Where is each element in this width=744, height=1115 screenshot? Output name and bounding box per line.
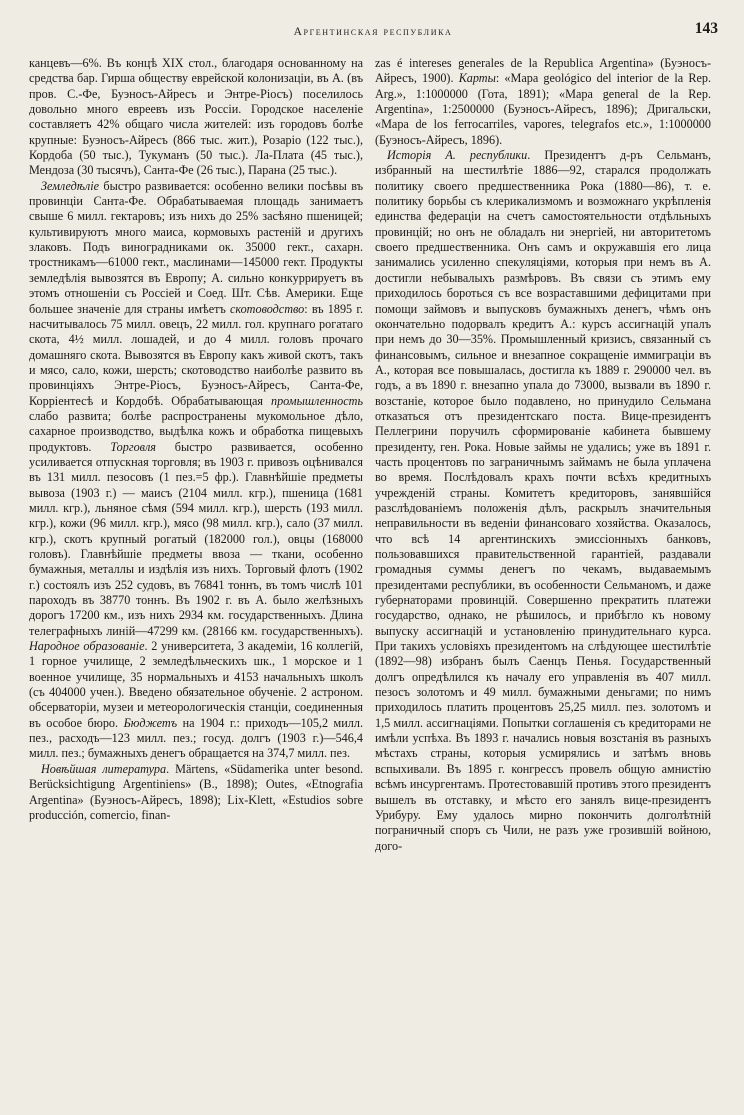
- trade-text: быстро развивается, особенно усиливается отпускная торговля; въ 1903 г. привозъ оцѣнивался въ 131 милл. пезосовъ (1 пез.=5 фр.). Главнѣйшіе предметы вывоза (1903 г.) — маисъ (2104 милл. кгр.), пшеница (1681 милл. кгр.), льняное сѣмя (594 милл. кгр.), шерсть (193 милл. кгр.), кожи (96 милл. кгр.), мясо (98 милл. кгр.), сало (37 милл. кгр.), скотъ крупный рогатый (182000 гол.), овцы (168000 головъ). Главнѣйшіе предметы ввоза — ткани, особенно бумажныя, металлы и издѣлія изъ нихъ. Торговый флотъ (1902 г.) состоялъ изъ 252 судовъ, въ 76841 тоннъ, въ томъ числѣ 101 пароходъ въ 38770 тоннъ. Въ 1902 г. въ А. было желѣзныхъ дорогъ 17200 км., изъ нихъ 2934 км. государственныхъ. Длина телеграфныхъ линій—47299 км. (28166 км. государственныхъ).: [29, 439, 363, 638]
- literature-text: . Märtens, «Südamerika unter besond. Berücksichtigung Argentiniens» (B., 1898); Outes, «Etnografia Argentina» (Буэносъ-Айресъ, 1898); Lix-Klett, «Estudios sobre producción, comercio, finan-: [29, 761, 364, 822]
- agriculture-heading: Земледѣліе: [41, 178, 100, 193]
- cattle-text: : въ 1895 г. насчитывалось 75 милл. овецъ, 22 милл. гол. крупнаго рогатаго скота, 4½ милл. лошадей, и до 4 милл. головъ прочаго домашняго скота. Вывозятся въ Европу какъ живой скотъ, такъ и мясо, сало, кожи, шерсть; скотоводство наиболѣе развито въ провинціяхъ Энтре-Ріосъ, Буэносъ-Айресъ, Санта-Фе, Корріентесѣ и Кордобѣ. Обрабатывающая: [29, 301, 363, 408]
- education-heading: Народное образованіе: [29, 639, 145, 654]
- maps-text: : «Mapa geológico del interior de la Rep. Arg.», 1:1000000 (Гота, 1891); «Mapa general de la Rep. Argentina», 1:2500000 (Буэносъ-Айресъ, 1896); Дригальски, «Mapa de los ferrocarriles, vapores, telegrafos etc.», 1:1000000 (Буэносъ-Айресъ, 1896).: [375, 71, 711, 147]
- history-text: . Президентъ д-ръ Сельманъ, избранный на шестилѣтіе 1886—92, старался продолжать политику своего предшественника Рока (1880—86), т. е. политику борьбы съ клерикализмомъ и возможнаго укрѣпленія единства федераціи на счетъ самостоятельности отдѣльныхъ провинцій; но онъ не обладалъ ни энергіей, ни авторитетомъ своего предшественника. Онъ самъ и окружавшія его лица занимались усиленно спекуляціями, которыя при немъ въ А. достигли небывалыхъ размѣровъ. Въ связи съ этимъ ему приходилось бороться съ все возраставшими дефицитами при помощи займовъ и выпусковъ бумажныхъ денегъ, чѣмъ онъ окончательно подорвалъ кредитъ А.: курсъ ассигнацій упалъ при немъ до 30—35%. Промышленный кризисъ, связанный съ финансовымъ, сильное и внезапное сокращеніе иммиграціи въ А., которая все повышалась, достигла къ 1889 г. 290000 чел. въ годъ, а въ 1890 г. внезапно упала до 73000, вызвали въ 1890 г. возстаніе, которое было подавлено, но принудило Сельмана отказаться отъ президентскаго поста. Вице-президентъ Пеллегрини поручилъ сформированіе кабинета бывшему президенту, ген. Рока. Новые займы не удались; уже въ 1891 г. часть процентовъ по заграничнымъ займамъ не была уплачена во время. Послѣдовалъ крахъ почти всѣхъ кредитныхъ учрежденій страны. Комитетъ кредиторовъ, занявшійся разслѣдованіемъ положенія дѣлъ, раскрылъ значительныя неправильности въ веденіи финансоваго хозяйства. Оказалось, что всѣ 14 аргентинскихъ эмиссіонныхъ банковъ, пользовавшихся правительственной гарантіей, раздавали громадныя суммы денегъ по чекамъ, выдаваемымъ президентами республики, въ особенности Сельманомъ, и даже губернаторами провинцій. Совершенно прекратить платежи государство, однако, не рѣшилось, и прибѣгло къ новому выпуску ассигнацій и установленію принудительнаго курса. При такихъ условіяхъ президентомъ на слѣдующее шестилѣтіе (1892—98) избранъ былъ Саенцъ Пенья. Государственный долгъ опредѣлился къ началу его управленія въ 407 милл. пезосъ золотомъ и 49 милл. бумажными деньгами; по нимъ приходилось платить процентовъ 25,25 милл. пез. золотомъ и 1,5 милл. ассигнаціями. Попытки соглашенія съ кредиторами не имѣли успѣха. Въ 1893 г. начались новыя возстанія въ разныхъ мѣстахъ страны, которыя усмирялись и затѣмъ вновь вспыхивали. Въ 1895 г. конгрессъ провелъ общую амнистію всѣмъ инсургентамъ. Протестовавшій противъ этого президентъ вышелъ въ отставку, и мѣсто его занялъ вице-президентъ Урибуру. Ему удалось мирно покончить долголѣтній пограничный споръ съ Чили, не разъ уже грозившій войною, дого-: [375, 148, 711, 853]
- agriculture-text: быстро развивается: особенно велики посѣвы въ провинціи Санта-Фе. Обрабатываемая площадь занимаетъ свыше 6 милл. гектаровъ; изъ нихъ до 25% засѣяно пшеницей; культивируютъ много маиса, кормовыхъ растеній и другихъ злаковъ. Подъ виноградниками ок. 35000 гект., сахарн. тростникамъ—61000 гект., маслинами—145000 гект. Продукты земледѣлія вывозятся въ Европу; А. сильно конкуррируетъ въ этомъ отношеніи съ Россіей и Соед. Шт. Сѣв. Америки. Еще большее значеніе для страны имѣетъ: [29, 178, 363, 316]
- literature-cont-text: zas é intereses generales de la Republica Argentina» (Буэносъ-Айресъ, 1900).: [375, 56, 711, 86]
- history-paragraph: [375, 148, 711, 854]
- trade-heading: Торговля: [110, 439, 156, 454]
- left-column: [29, 56, 363, 823]
- literature-paragraph: [29, 762, 363, 823]
- history-heading: Исторія А. республики: [387, 148, 528, 163]
- page-header: [28, 20, 718, 44]
- maps-heading: Карты: [458, 71, 496, 86]
- education-text: . 2 университета, 3 академіи, 16 коллегій, 1 горное училище, 2 земледѣльческихъ шк., 1 морское и 1 военное училище, 35 нормальныхъ и 4153 начальныхъ школъ (съ 404000 учен.). Введено обязательное обученіе. 2 астроном. обсерваторіи, музеи и метеорологическія станціи, соединенныя въ особое бюро.: [29, 639, 363, 730]
- economy-paragraph: [29, 179, 363, 762]
- industry-heading: промышленность: [270, 393, 363, 408]
- page-number: 143: [694, 20, 718, 37]
- running-head: Аргентинская республика: [293, 26, 453, 38]
- right-column: [375, 56, 711, 854]
- population-paragraph: канцевъ—6%. Въ концѣ XIX стол., благодаря основанному на средства бар. Гирша обществу еврейской колонизаціи, въ А. (въ пров. С.-Фе, Буэносъ-Айресъ и Энтре-Ріосъ) поселилось довольно много евреевъ изъ Россіи. Городское населеніе составляетъ 42% общаго числа жителей: изъ городовъ болѣе крупные: Буэносъ-Айресъ (866 тыс. жит.), Розаріо (122 тыс.), Кордоба (50 тыс.), Тукуманъ (50 тыс.). Ла-Плата (45 тыс.), Мендоза (30 тысячъ), Санта-Фе (26 тыс.), Парана (25 тыс.).: [29, 56, 363, 178]
- literature-continued: [375, 56, 711, 148]
- budget-heading: Бюджетъ: [123, 715, 178, 730]
- cattle-heading: скотоводство: [229, 301, 305, 316]
- industry-text: слабо развита; болѣе распространены мукомольное дѣло, сахарное производство, выдѣлка кожъ и обработка пищевыхъ продуктовъ.: [29, 408, 363, 454]
- literature-heading: Новѣйшая литература: [41, 761, 167, 776]
- budget-text: на 1904 г.: приходъ—105,2 милл. пез., расходъ—123 милл. пез.; госуд. долгъ (1903 г.)—546,4 милл. пез.; бумажныхъ денегъ обращается на 374,7 милл. пез.: [29, 715, 364, 761]
